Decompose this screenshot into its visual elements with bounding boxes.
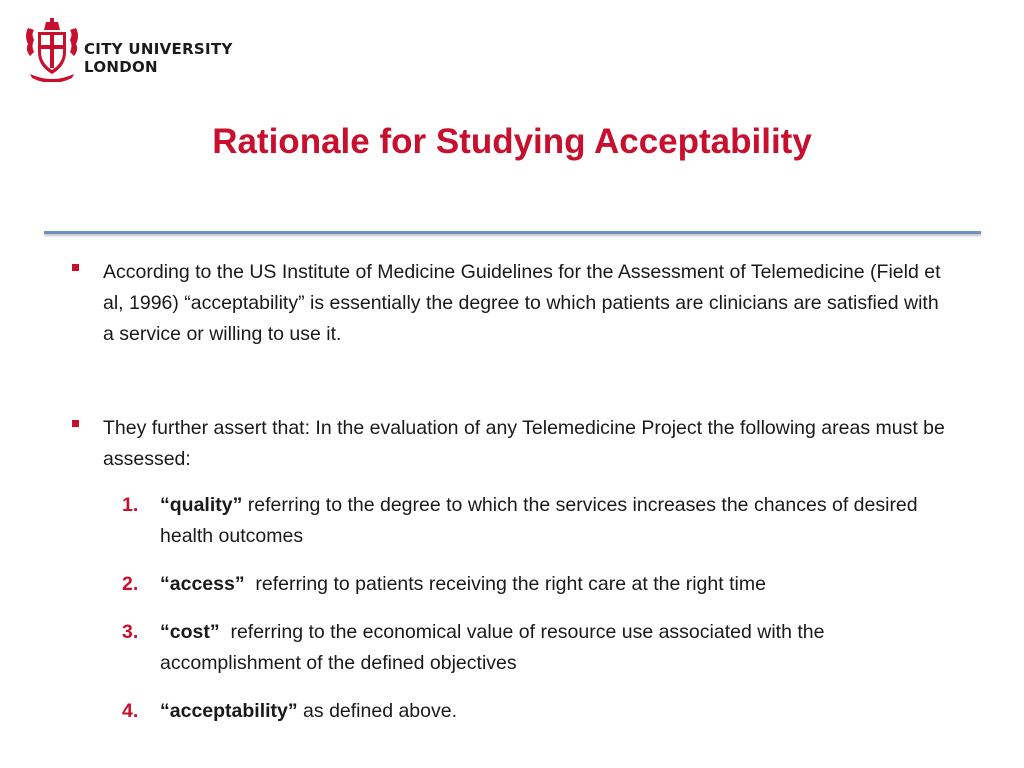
item-term: “quality” bbox=[160, 494, 243, 516]
slide-title: Rationale for Studying Acceptability bbox=[212, 122, 812, 161]
item-body bbox=[160, 490, 930, 552]
item-body bbox=[160, 696, 930, 727]
title-divider bbox=[44, 231, 981, 234]
crest-icon bbox=[22, 18, 82, 82]
item-body bbox=[160, 569, 930, 600]
item-description: as defined above. bbox=[297, 700, 458, 722]
university-logo bbox=[22, 18, 242, 82]
item-description: referring to the economical value of resource use associated with the accomplishment of the defined objectives bbox=[160, 621, 830, 674]
item-body bbox=[160, 617, 930, 679]
item-number: 3. bbox=[122, 621, 139, 643]
logo-line-1: CITY UNIVERSITY bbox=[84, 40, 233, 58]
item-number: 4. bbox=[122, 700, 139, 722]
square-bullet-icon bbox=[72, 420, 79, 427]
item-number: 2. bbox=[122, 573, 139, 595]
logo-line-2: LONDON bbox=[84, 58, 158, 76]
square-bullet-icon bbox=[72, 264, 79, 271]
item-term: “cost” bbox=[160, 621, 220, 643]
item-term: “access” bbox=[160, 573, 245, 595]
bullet-text: According to the US Institute of Medicine Guidelines for the Assessment of Telemedicine (Field et al, 1996) “acceptability” is essentially the degree to which patients are clinicians are satisfied with a service or willing to use it. bbox=[103, 261, 941, 345]
bullet-text: They further assert that: In the evaluation of any Telemedicine Project the following areas must be assessed: bbox=[103, 417, 945, 470]
item-description: referring to patients receiving the right care at the right time bbox=[244, 573, 766, 595]
item-number: 1. bbox=[122, 494, 139, 516]
logo-wordmark bbox=[84, 40, 233, 76]
item-term: “acceptability” bbox=[160, 700, 298, 722]
item-description: referring to the degree to which the services increases the chances of desired health outcomes bbox=[160, 494, 918, 547]
